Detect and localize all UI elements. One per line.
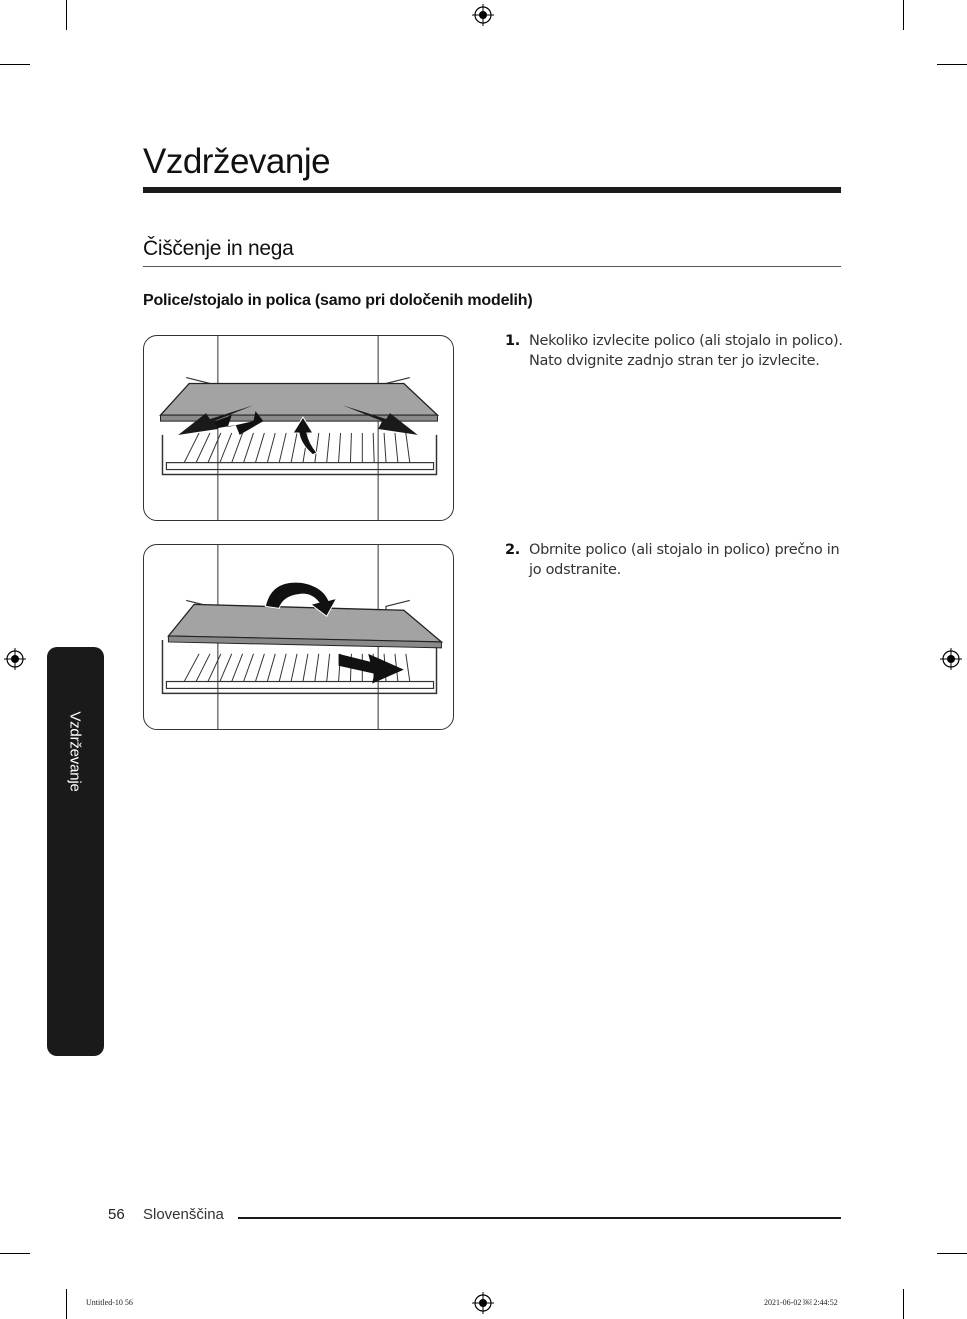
step-text: Obrnite polico (ali stojalo in polico) prečno in jo odstranite. <box>529 542 840 578</box>
registration-mark-icon <box>4 648 26 670</box>
title-rule <box>143 187 841 193</box>
registration-mark-icon <box>472 4 494 26</box>
crop-mark <box>66 1289 67 1319</box>
crop-mark <box>66 0 67 30</box>
print-slug-left: Untitled-10 56 <box>86 1298 133 1307</box>
footer-language: Slovenščina <box>143 1206 224 1223</box>
crop-mark <box>903 1289 904 1319</box>
footer-rule <box>238 1217 841 1219</box>
chapter-side-tab <box>47 647 104 1056</box>
crop-mark <box>0 64 30 65</box>
page-title: Vzdrževanje <box>143 142 331 181</box>
crop-mark <box>903 0 904 30</box>
crop-mark <box>937 1253 967 1254</box>
subsection-title: Police/stojalo in polica (samo pri določenih modelih) <box>143 292 533 309</box>
section-rule <box>143 266 841 267</box>
step-item <box>505 540 845 580</box>
step-number: 2. <box>505 542 520 558</box>
page-number: 56 <box>108 1206 125 1223</box>
registration-mark-icon <box>472 1292 494 1314</box>
print-slug-right: 2021-06-02 ￼ 2:44:52 <box>764 1298 838 1307</box>
crop-mark <box>0 1253 30 1254</box>
shelf-pull-out-illustration <box>143 335 454 521</box>
crop-mark <box>937 64 967 65</box>
chapter-side-tab-label: Vzdrževanje <box>67 711 85 792</box>
step-text: Nekoliko izvlecite polico (ali stojalo in polico). Nato dvignite zadnjo stran ter jo izvlecite. <box>529 333 843 369</box>
step-item <box>505 331 845 371</box>
shelf-tilt-remove-illustration <box>143 544 454 730</box>
step-number: 1. <box>505 333 520 349</box>
section-title: Čiščenje in nega <box>143 237 294 260</box>
registration-mark-icon <box>940 648 962 670</box>
